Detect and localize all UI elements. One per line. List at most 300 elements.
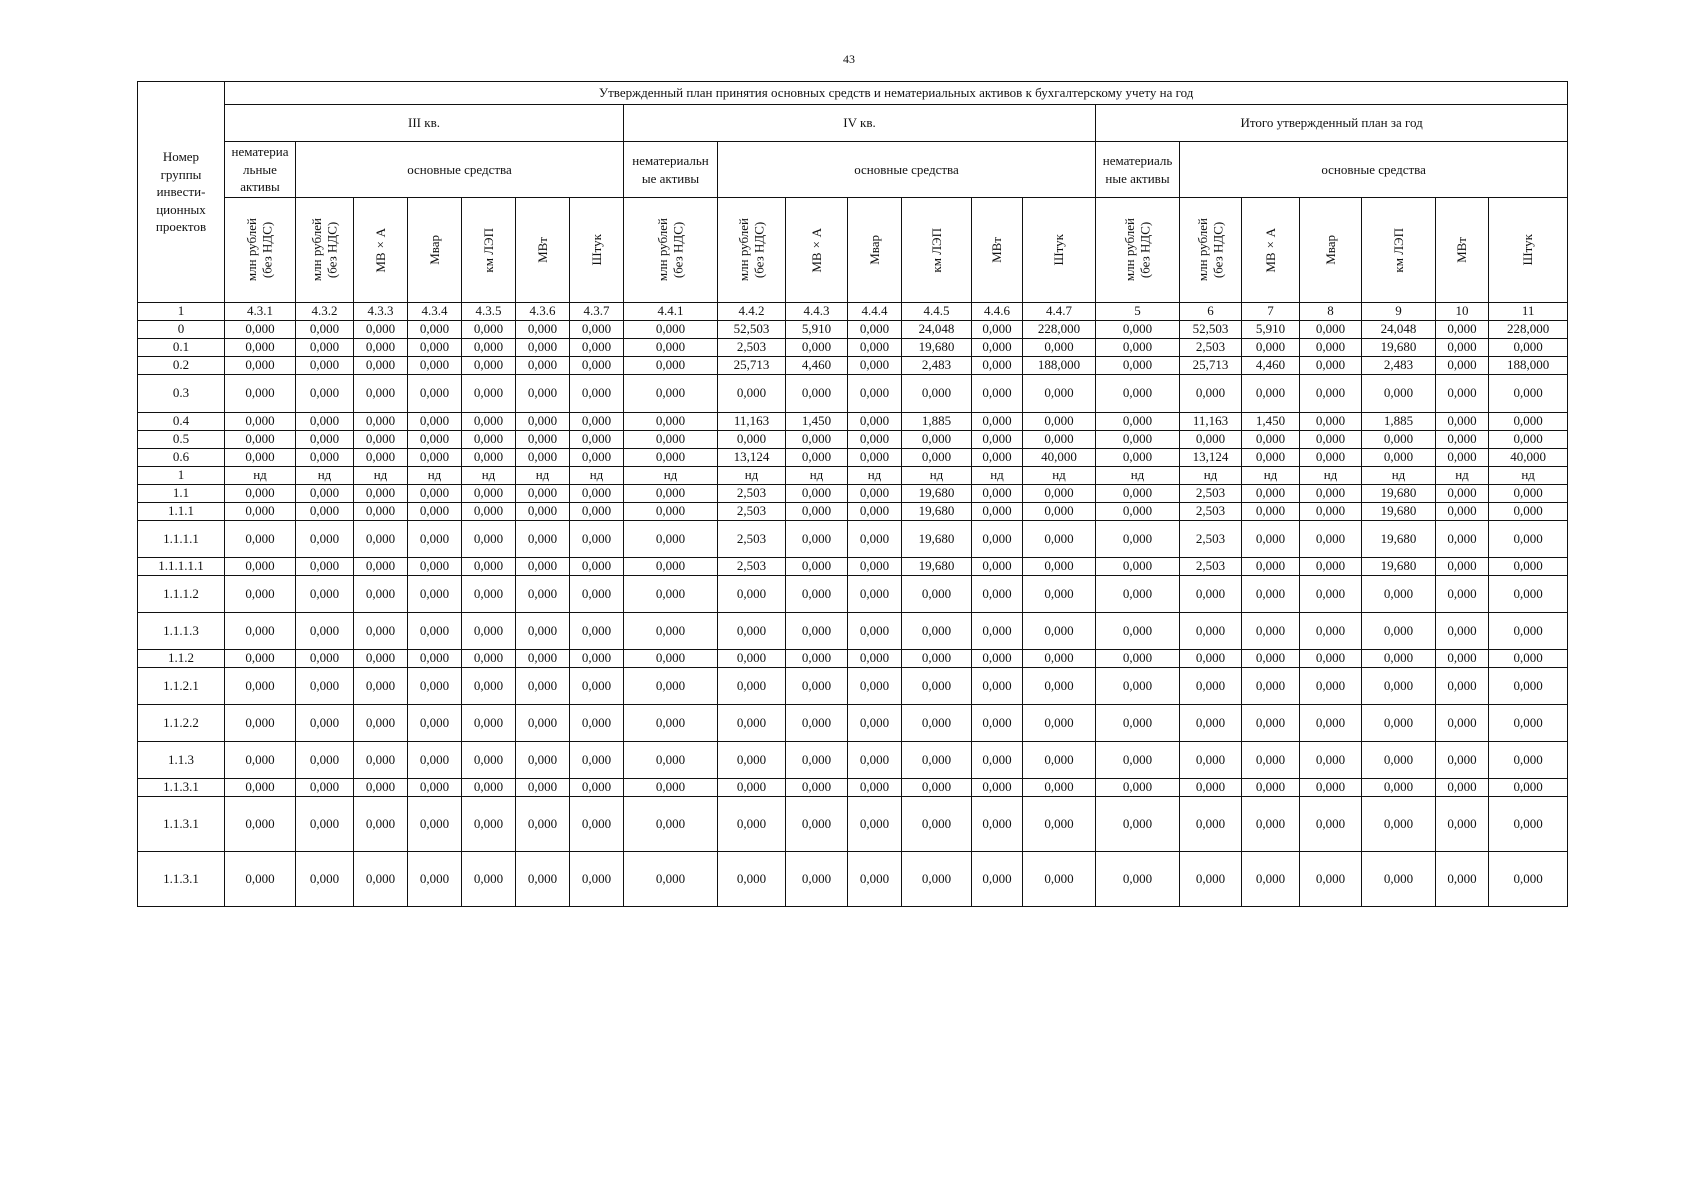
value-cell: 0,000 [902, 576, 972, 613]
value-cell: 0,000 [1436, 521, 1489, 558]
value-cell: 0,000 [1242, 705, 1300, 742]
value-cell: нд [354, 467, 408, 485]
value-cell: 0,000 [624, 357, 718, 375]
column-number: 4.3.3 [354, 303, 408, 321]
unit-label: МВт [1454, 237, 1470, 263]
value-cell: 0,000 [718, 797, 786, 852]
table-row [138, 797, 1568, 852]
value-cell: 24,048 [902, 321, 972, 339]
column-number: 4.3.6 [516, 303, 570, 321]
value-cell: 0,000 [786, 613, 848, 650]
value-cell: 19,680 [902, 558, 972, 576]
value-cell: 1,885 [902, 413, 972, 431]
value-cell: 0,000 [225, 375, 296, 413]
value-cell: 0,000 [1096, 413, 1180, 431]
table-row [138, 521, 1568, 558]
value-cell: 0,000 [1362, 449, 1436, 467]
value-cell: 0,000 [786, 485, 848, 503]
unit-header [1436, 198, 1489, 303]
value-cell: 0,000 [972, 613, 1023, 650]
value-cell: 0,000 [408, 668, 462, 705]
value-cell: 2,503 [1180, 339, 1242, 357]
value-cell: 0,000 [624, 705, 718, 742]
value-cell: 0,000 [848, 558, 902, 576]
value-cell: 0,000 [516, 852, 570, 907]
value-cell: 0,000 [516, 485, 570, 503]
group-id-cell: 0.4 [138, 413, 225, 431]
value-cell: 0,000 [296, 357, 354, 375]
value-cell: 1,885 [1362, 413, 1436, 431]
units-header-row [138, 198, 1568, 303]
value-cell: 0,000 [624, 431, 718, 449]
value-cell: 0,000 [516, 650, 570, 668]
value-cell: 24,048 [1362, 321, 1436, 339]
value-cell: 0,000 [1023, 431, 1096, 449]
value-cell: 0,000 [570, 852, 624, 907]
group-number-header: Номер группы инвести- ционных проектов [138, 82, 225, 303]
column-number: 4.4.2 [718, 303, 786, 321]
value-cell: 0,000 [570, 321, 624, 339]
value-cell: 0,000 [516, 375, 570, 413]
value-cell: 0,000 [1489, 558, 1568, 576]
value-cell: 0,000 [848, 321, 902, 339]
value-cell: 0,000 [1300, 449, 1362, 467]
value-cell: 0,000 [1242, 779, 1300, 797]
value-cell: 0,000 [1096, 576, 1180, 613]
value-cell: 0,000 [1242, 431, 1300, 449]
value-cell: 0,000 [624, 576, 718, 613]
value-cell: нд [1436, 467, 1489, 485]
value-cell: 0,000 [718, 742, 786, 779]
value-cell: 0,000 [225, 413, 296, 431]
value-cell: нд [1242, 467, 1300, 485]
group-id-cell: 0.5 [138, 431, 225, 449]
unit-label: МВ×А [1262, 227, 1278, 273]
value-cell: 0,000 [408, 852, 462, 907]
unit-header [1242, 198, 1300, 303]
q3-fixed-assets-header: основные средства [296, 142, 624, 198]
value-cell: 0,000 [972, 321, 1023, 339]
table-row [138, 503, 1568, 521]
value-cell: 0,000 [848, 779, 902, 797]
value-cell: 0,000 [1300, 705, 1362, 742]
value-cell: 0,000 [1489, 779, 1568, 797]
unit-header [408, 198, 462, 303]
value-cell: 0,000 [462, 576, 516, 613]
value-cell: 0,000 [972, 705, 1023, 742]
table-row [138, 668, 1568, 705]
column-number: 7 [1242, 303, 1300, 321]
value-cell: 0,000 [1300, 742, 1362, 779]
value-cell: 0,000 [1180, 797, 1242, 852]
value-cell: 0,000 [848, 431, 902, 449]
column-number: 4.4.1 [624, 303, 718, 321]
value-cell: 0,000 [296, 742, 354, 779]
value-cell: 0,000 [1096, 558, 1180, 576]
value-cell: 0,000 [570, 357, 624, 375]
value-cell: 0,000 [462, 668, 516, 705]
value-cell: 0,000 [296, 375, 354, 413]
table-row [138, 485, 1568, 503]
value-cell: 0,000 [408, 321, 462, 339]
value-cell: 0,000 [1489, 668, 1568, 705]
value-cell: 4,460 [1242, 357, 1300, 375]
value-cell: 0,000 [902, 779, 972, 797]
value-cell: 0,000 [718, 852, 786, 907]
unit-label: млн рублей (без НДС) [1194, 218, 1226, 282]
value-cell: 0,000 [1180, 779, 1242, 797]
value-cell: 0,000 [354, 613, 408, 650]
value-cell: нд [1096, 467, 1180, 485]
value-cell: 40,000 [1023, 449, 1096, 467]
period-year-header: Итого утвержденный план за год [1096, 105, 1568, 142]
value-cell: 0,000 [902, 797, 972, 852]
value-cell: 52,503 [1180, 321, 1242, 339]
unit-label: Мвар [426, 235, 442, 265]
value-cell: 0,000 [1489, 742, 1568, 779]
value-cell: 0,000 [972, 668, 1023, 705]
unit-label: Мвар [866, 235, 882, 265]
value-cell: 0,000 [354, 852, 408, 907]
value-cell: 0,000 [972, 449, 1023, 467]
unit-label: млн рублей (без НДС) [654, 218, 686, 282]
value-cell: 0,000 [1436, 742, 1489, 779]
value-cell: 0,000 [1096, 321, 1180, 339]
value-cell: 0,000 [516, 779, 570, 797]
column-number: 4.3.1 [225, 303, 296, 321]
value-cell: 0,000 [1436, 485, 1489, 503]
group-id-cell: 0.3 [138, 375, 225, 413]
value-cell: 0,000 [972, 558, 1023, 576]
value-cell: 228,000 [1023, 321, 1096, 339]
value-cell: 0,000 [1242, 613, 1300, 650]
unit-label: млн рублей (без НДС) [1121, 218, 1153, 282]
value-cell: 0,000 [972, 742, 1023, 779]
value-cell: нд [516, 467, 570, 485]
value-cell: 0,000 [1096, 852, 1180, 907]
unit-header [1362, 198, 1436, 303]
value-cell: 0,000 [1436, 503, 1489, 521]
q3-intangible-header: нематериа льные активы [225, 142, 296, 198]
value-cell: 0,000 [1242, 449, 1300, 467]
value-cell: 0,000 [1489, 413, 1568, 431]
value-cell: 0,000 [1096, 449, 1180, 467]
value-cell: 0,000 [1300, 650, 1362, 668]
unit-header [1300, 198, 1362, 303]
group-id-cell: 1.1.1.2 [138, 576, 225, 613]
value-cell: 0,000 [1362, 613, 1436, 650]
value-cell: нд [1300, 467, 1362, 485]
value-cell: 0,000 [848, 413, 902, 431]
value-cell: 0,000 [1362, 742, 1436, 779]
value-cell: 0,000 [1489, 797, 1568, 852]
value-cell: 0,000 [786, 779, 848, 797]
value-cell: 0,000 [1242, 521, 1300, 558]
group-id-cell: 1 [138, 467, 225, 485]
unit-label: Штук [588, 234, 604, 266]
value-cell: 0,000 [516, 431, 570, 449]
value-cell: 0,000 [1300, 668, 1362, 705]
value-cell: 0,000 [354, 485, 408, 503]
value-cell: 0,000 [624, 321, 718, 339]
value-cell: 0,000 [296, 705, 354, 742]
value-cell: 0,000 [1300, 339, 1362, 357]
unit-label: Мвар [1322, 235, 1338, 265]
value-cell: 0,000 [972, 650, 1023, 668]
period-q4-header: IV кв. [624, 105, 1096, 142]
value-cell: 0,000 [516, 503, 570, 521]
value-cell: 0,000 [1242, 576, 1300, 613]
value-cell: 0,000 [516, 449, 570, 467]
column-number: 4.3.4 [408, 303, 462, 321]
value-cell: 2,503 [1180, 485, 1242, 503]
column-number: 4.3.2 [296, 303, 354, 321]
value-cell: 0,000 [786, 742, 848, 779]
value-cell: 0,000 [902, 742, 972, 779]
value-cell: нд [225, 467, 296, 485]
value-cell: 0,000 [902, 613, 972, 650]
value-cell: 0,000 [972, 779, 1023, 797]
unit-header [225, 198, 296, 303]
value-cell: 0,000 [972, 413, 1023, 431]
value-cell: 0,000 [1023, 576, 1096, 613]
value-cell: 0,000 [408, 357, 462, 375]
value-cell: 0,000 [624, 449, 718, 467]
value-cell: 0,000 [354, 413, 408, 431]
value-cell: 0,000 [1023, 705, 1096, 742]
value-cell: 5,910 [786, 321, 848, 339]
value-cell: 0,000 [462, 705, 516, 742]
value-cell: 0,000 [408, 485, 462, 503]
value-cell: 0,000 [225, 779, 296, 797]
value-cell: 0,000 [624, 779, 718, 797]
value-cell: 0,000 [786, 668, 848, 705]
value-cell: 0,000 [1436, 668, 1489, 705]
value-cell: 0,000 [570, 413, 624, 431]
column-number: 4.4.3 [786, 303, 848, 321]
value-cell: 19,680 [1362, 521, 1436, 558]
value-cell: 2,503 [718, 503, 786, 521]
value-cell: 0,000 [408, 650, 462, 668]
value-cell: 0,000 [516, 576, 570, 613]
value-cell: 0,000 [408, 521, 462, 558]
value-cell: 0,000 [1300, 321, 1362, 339]
value-cell: 0,000 [570, 485, 624, 503]
value-cell: нд [462, 467, 516, 485]
value-cell: 11,163 [1180, 413, 1242, 431]
value-cell: 0,000 [1096, 375, 1180, 413]
value-cell: 0,000 [354, 650, 408, 668]
value-cell: 0,000 [1096, 742, 1180, 779]
unit-header [354, 198, 408, 303]
value-cell: 19,680 [902, 503, 972, 521]
unit-label: МВ×А [372, 227, 388, 273]
value-cell: 0,000 [848, 852, 902, 907]
value-cell: 0,000 [1436, 650, 1489, 668]
value-cell: 0,000 [570, 742, 624, 779]
value-cell: 0,000 [516, 339, 570, 357]
value-cell: 0,000 [718, 650, 786, 668]
value-cell: 0,000 [570, 576, 624, 613]
value-cell: 0,000 [848, 339, 902, 357]
value-cell: 0,000 [848, 521, 902, 558]
value-cell: 0,000 [1362, 650, 1436, 668]
value-cell: нд [786, 467, 848, 485]
value-cell: 0,000 [225, 797, 296, 852]
value-cell: 0,000 [1436, 413, 1489, 431]
column-number: 4.3.7 [570, 303, 624, 321]
value-cell: 0,000 [1300, 375, 1362, 413]
value-cell: 0,000 [1180, 668, 1242, 705]
value-cell: 0,000 [624, 503, 718, 521]
column-number: 10 [1436, 303, 1489, 321]
value-cell: 0,000 [1242, 503, 1300, 521]
value-cell: 0,000 [225, 449, 296, 467]
value-cell: 0,000 [516, 357, 570, 375]
column-number: 9 [1362, 303, 1436, 321]
value-cell: 0,000 [1436, 449, 1489, 467]
value-cell: 2,503 [1180, 558, 1242, 576]
value-cell: 0,000 [225, 613, 296, 650]
value-cell: 0,000 [354, 339, 408, 357]
value-cell: 0,000 [354, 558, 408, 576]
unit-header [296, 198, 354, 303]
value-cell: 0,000 [1300, 413, 1362, 431]
value-cell: 0,000 [296, 797, 354, 852]
value-cell: 0,000 [972, 339, 1023, 357]
value-cell: 0,000 [718, 668, 786, 705]
value-cell: 0,000 [1242, 742, 1300, 779]
value-cell: 0,000 [1096, 650, 1180, 668]
value-cell: 0,000 [624, 613, 718, 650]
group-id-cell: 1.1.2.2 [138, 705, 225, 742]
value-cell: 0,000 [1096, 797, 1180, 852]
value-cell: 0,000 [462, 558, 516, 576]
unit-header [848, 198, 902, 303]
value-cell: 0,000 [296, 852, 354, 907]
value-cell: 0,000 [408, 779, 462, 797]
value-cell: 0,000 [296, 485, 354, 503]
value-cell: 0,000 [902, 705, 972, 742]
value-cell: 228,000 [1489, 321, 1568, 339]
group-id-cell: 0.2 [138, 357, 225, 375]
unit-header [462, 198, 516, 303]
value-cell: 0,000 [408, 375, 462, 413]
unit-header [786, 198, 848, 303]
value-cell: 0,000 [462, 613, 516, 650]
group-id-cell: 1.1.3 [138, 742, 225, 779]
value-cell: 0,000 [1096, 521, 1180, 558]
value-cell: 0,000 [1023, 668, 1096, 705]
value-cell: 0,000 [1362, 797, 1436, 852]
table-row [138, 431, 1568, 449]
value-cell: 0,000 [1180, 431, 1242, 449]
unit-header [902, 198, 972, 303]
value-cell: 0,000 [1300, 576, 1362, 613]
value-cell: 19,680 [902, 485, 972, 503]
value-cell: 0,000 [296, 413, 354, 431]
value-cell: 2,503 [718, 558, 786, 576]
value-cell: 0,000 [1300, 485, 1362, 503]
column-numbers-row [138, 303, 1568, 321]
value-cell: 0,000 [516, 521, 570, 558]
value-cell: 0,000 [462, 449, 516, 467]
value-cell: 0,000 [1096, 503, 1180, 521]
value-cell: 0,000 [516, 742, 570, 779]
value-cell: 0,000 [1489, 650, 1568, 668]
value-cell: 0,000 [462, 321, 516, 339]
value-cell: 0,000 [354, 321, 408, 339]
value-cell: 0,000 [1436, 705, 1489, 742]
value-cell: 0,000 [354, 431, 408, 449]
unit-label: МВт [989, 237, 1005, 263]
value-cell: 0,000 [516, 321, 570, 339]
value-cell: 19,680 [902, 339, 972, 357]
value-cell: 0,000 [848, 485, 902, 503]
value-cell: нд [848, 467, 902, 485]
table-row [138, 339, 1568, 357]
unit-label: млн рублей (без НДС) [308, 218, 340, 282]
column-number: 4.4.4 [848, 303, 902, 321]
value-cell: 0,000 [296, 339, 354, 357]
value-cell: 0,000 [1023, 797, 1096, 852]
unit-header [516, 198, 570, 303]
value-cell: 0,000 [972, 375, 1023, 413]
value-cell: нд [972, 467, 1023, 485]
table-row [138, 413, 1568, 431]
value-cell: 0,000 [718, 613, 786, 650]
value-cell: 0,000 [848, 668, 902, 705]
value-cell: 0,000 [570, 431, 624, 449]
table-row [138, 852, 1568, 907]
value-cell: 0,000 [624, 852, 718, 907]
value-cell: 0,000 [408, 797, 462, 852]
value-cell: 0,000 [972, 852, 1023, 907]
value-cell: 0,000 [1180, 613, 1242, 650]
value-cell: 0,000 [462, 779, 516, 797]
value-cell: 0,000 [1242, 668, 1300, 705]
value-cell: 2,483 [1362, 357, 1436, 375]
value-cell: 0,000 [225, 852, 296, 907]
value-cell: 0,000 [1362, 576, 1436, 613]
value-cell: 0,000 [225, 321, 296, 339]
value-cell: 0,000 [1489, 705, 1568, 742]
value-cell: 0,000 [408, 742, 462, 779]
group-id-cell: 1.1.1.1.1 [138, 558, 225, 576]
value-cell: 0,000 [1489, 503, 1568, 521]
value-cell: 0,000 [354, 375, 408, 413]
value-cell: 0,000 [1096, 668, 1180, 705]
value-cell: 0,000 [1180, 742, 1242, 779]
value-cell: 0,000 [1300, 613, 1362, 650]
value-cell: 0,000 [848, 650, 902, 668]
value-cell: 0,000 [462, 797, 516, 852]
value-cell: 0,000 [408, 558, 462, 576]
value-cell: 0,000 [1362, 705, 1436, 742]
value-cell: 0,000 [1489, 852, 1568, 907]
column-number: 8 [1300, 303, 1362, 321]
value-cell: 0,000 [1023, 485, 1096, 503]
value-cell: 0,000 [718, 779, 786, 797]
value-cell: 0,000 [408, 449, 462, 467]
value-cell: 0,000 [570, 521, 624, 558]
value-cell: 0,000 [1300, 431, 1362, 449]
value-cell: 0,000 [225, 668, 296, 705]
value-cell: 0,000 [516, 413, 570, 431]
value-cell: 1,450 [1242, 413, 1300, 431]
value-cell: 0,000 [296, 521, 354, 558]
table-row [138, 558, 1568, 576]
